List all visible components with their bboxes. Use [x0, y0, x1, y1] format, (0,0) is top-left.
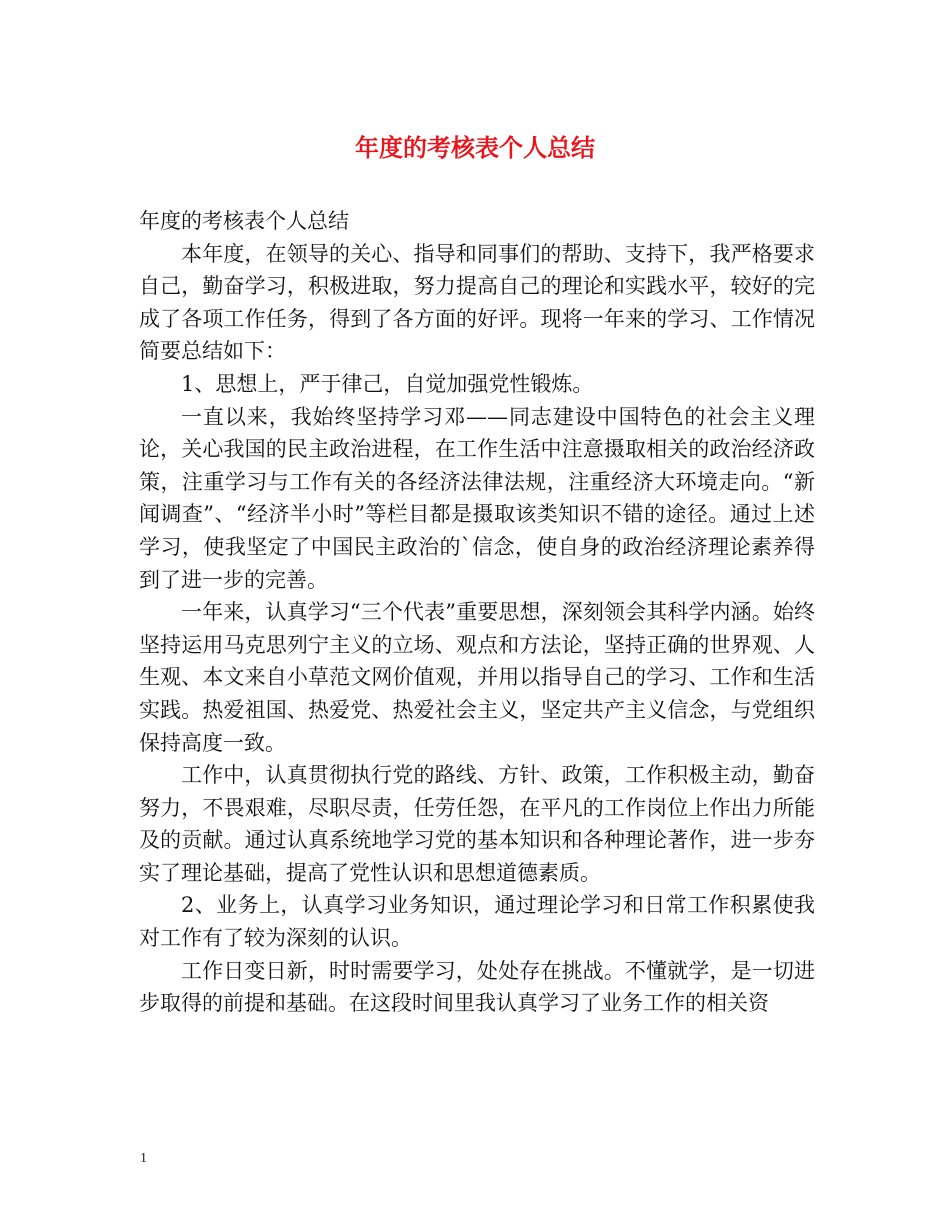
- section-heading-ideology: 1、思想上，严于律己，自觉加强党性锻炼。: [181, 371, 594, 396]
- page-title: 年度的考核表个人总结: [355, 133, 595, 162]
- paragraph-learning: 工作日变日新，时时需要学习，处处存在挑战。不懂就学，是一切进步取得的前提和基础。在这段时间里我认真学习了业务工作的相关资: [139, 958, 815, 1016]
- document-body: [139, 205, 815, 1020]
- paragraph-work-attitude: 工作中，认真贯彻执行党的路线、方针、政策，工作积极主动，勤奋努力，不畏艰难，尽职尽责，任劳任怨，在平凡的工作岗位上作出力所能及的贡献。通过认真系统地学习党的基本知识和各种理论著作，进一步夯实了理论基础，提高了党性认识和思想道德素质。: [139, 763, 815, 885]
- section-heading-business: 2、业务上，认真学习业务知识，通过理论学习和日常工作积累使我对工作有了较为深刻的认识。: [139, 893, 815, 951]
- paragraph-theory-study: 一直以来，我始终坚持学习邓——同志建设中国特色的社会主义理论，关心我国的民主政治进程，在工作生活中注意摄取相关的政治经济政策，注重学习与工作有关的各经济法律法规，注重经济大环境走向。“新闻调查”、“经济半小时”等栏目都是摄取该类知识不错的途径。通过上述学习，使我坚定了中国民主政治的`信念，使自身的政治经济理论素养得到了进一步的完善。: [139, 404, 815, 592]
- page-number: 1: [140, 1151, 147, 1166]
- subtitle-paragraph: 年度的考核表个人总结: [139, 209, 349, 233]
- paragraph-three-represents: 一年来，认真学习“三个代表”重要思想，深刻领会其科学内涵。始终坚持运用马克思列宁主义的立场、观点和方法论，坚持正确的世界观、人生观、本文来自小草范文网价值观，并用以指导自己的学习、工作和生活实践。热爱祖国、热爱党、热爱社会主义，坚定共产主义信念，与党组织保持高度一致。: [139, 600, 815, 755]
- paragraph-intro: 本年度，在领导的关心、指导和同事们的帮助、支持下，我严格要求自己，勤奋学习，积极进取，努力提高自己的理论和实践水平，较好的完成了各项工作任务，得到了各方面的好评。现将一年来的学习、工作情况简要总结如下：: [139, 241, 815, 364]
